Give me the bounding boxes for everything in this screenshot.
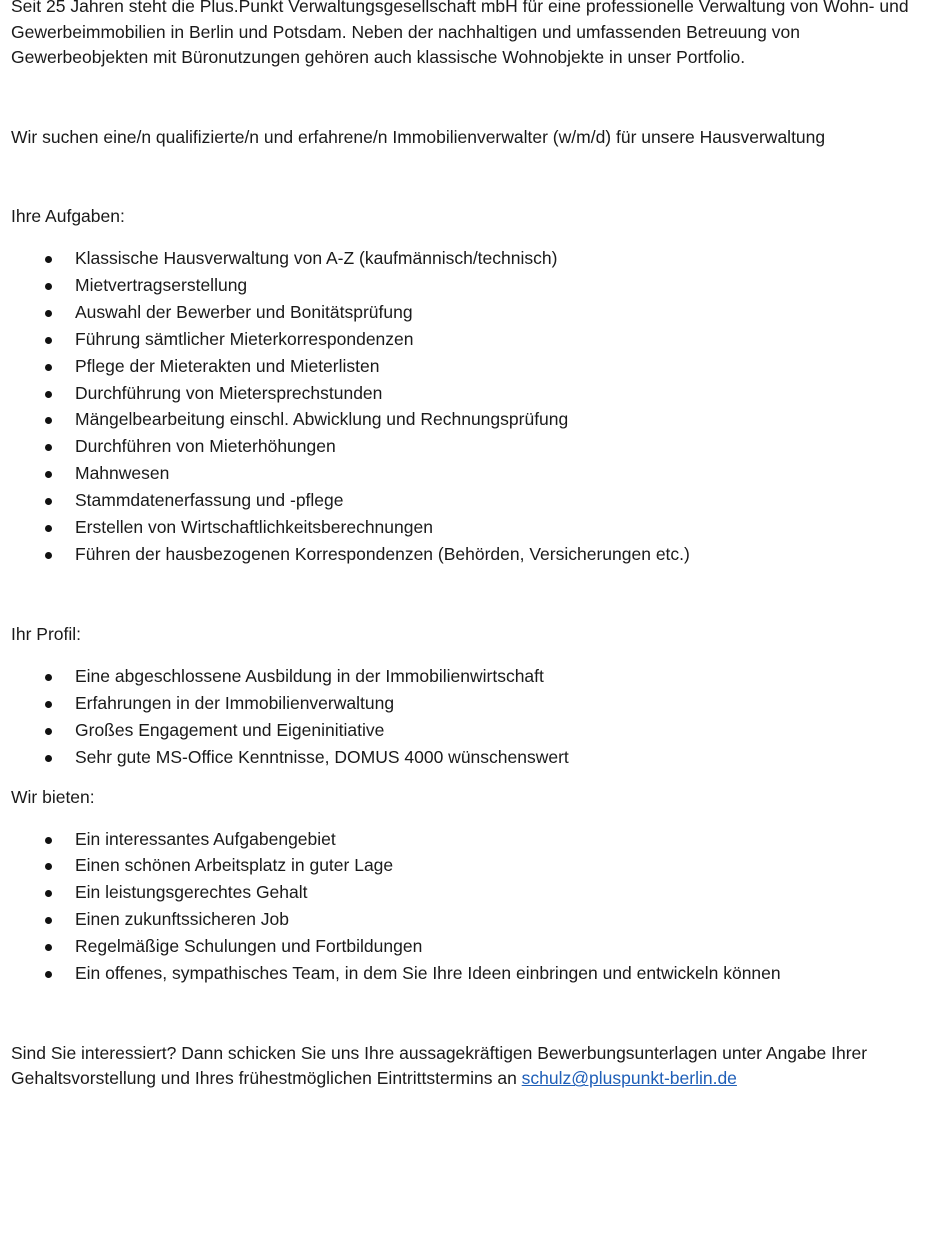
list-item [11, 487, 932, 514]
bullet-icon [45, 391, 52, 398]
list-item [11, 514, 932, 541]
bullet-icon [45, 863, 52, 870]
intro-paragraph [11, 0, 932, 71]
list-item-text: Großes Engagement und Eigeninitiative [75, 719, 385, 740]
list-item [11, 690, 932, 717]
list-item [11, 406, 932, 433]
list-item-text: Pflege der Mieterakten und Mieterlisten [75, 355, 380, 376]
list-item-text: Durchführung von Mietersprechstunden [75, 382, 383, 403]
email-link[interactable]: schulz@pluspunkt-berlin.de [521, 1068, 737, 1089]
tasks-heading: Ihre Aufgaben: [11, 206, 125, 226]
profile-list [11, 663, 932, 771]
spacer [11, 568, 932, 622]
list-item [11, 663, 932, 690]
profile-heading: Ihr Profil: [11, 623, 82, 644]
bullet-icon [45, 417, 52, 424]
spacer [11, 71, 932, 125]
bullet-icon [45, 498, 52, 505]
list-item-text: Führung sämtlicher Mieterkorrespondenzen [75, 328, 414, 349]
bullet-icon [45, 755, 52, 762]
list-item-text: Erfahrungen in der Immobilienverwaltung [75, 692, 395, 713]
list-item [11, 433, 932, 460]
list-item-text: Sehr gute MS-Office Kenntnisse, DOMUS 4000 wünschenswert [75, 746, 569, 767]
list-item [11, 960, 932, 987]
job-posting-document [11, 0, 932, 1092]
bullet-icon [45, 971, 52, 978]
list-item [11, 326, 932, 353]
list-item-text: Ein leistungsgerechtes Gehalt [75, 882, 308, 903]
spacer [11, 150, 932, 204]
list-item [11, 852, 932, 879]
list-item [11, 933, 932, 960]
bullet-icon [45, 444, 52, 451]
bullet-icon [45, 890, 52, 897]
list-item-text: Führen der hausbezogenen Korrespondenzen (Behörden, Versicherungen etc.) [75, 543, 690, 564]
closing-line [11, 1066, 932, 1092]
intro-line: Gewerbeimmobilien in Berlin und Potsdam. Neben der nachhaltigen und umfassenden Betreuung von [11, 21, 800, 42]
bullet-icon [45, 310, 52, 317]
list-item [11, 460, 932, 487]
bullet-icon [45, 256, 52, 263]
list-item-text: Mängelbearbeitung einschl. Abwicklung und Rechnungsprüfung [75, 409, 569, 430]
bullet-icon [45, 701, 52, 708]
list-item [11, 299, 932, 326]
bullet-icon [45, 944, 52, 951]
list-item [11, 272, 932, 299]
intro-line: Gewerbeobjekten mit Büronutzungen gehören auch klassische Wohnobjekte in unser Portfolio. [11, 47, 746, 67]
bullet-icon [45, 837, 52, 844]
search-line: Wir suchen eine/n qualifizierte/n und erfahrene/n Immobilienverwalter (w/m/d) für unsere Hausverwaltung [11, 126, 826, 147]
list-item-text: Klassische Hausverwaltung von A-Z (kaufmännisch/technisch) [75, 248, 558, 268]
intro-line: Seit 25 Jahren steht die Plus.Punkt Verwaltungsgesellschaft mbH für eine professionelle Verwaltung von Wohn- und [11, 0, 909, 16]
bullet-icon [45, 917, 52, 924]
list-item-text: Auswahl der Bewerber und Bonitätsprüfung [75, 301, 413, 322]
tasks-list [11, 245, 932, 568]
closing-text: Gehaltsvorstellung und Ihres frühestmöglichen Eintrittstermins an [11, 1068, 522, 1089]
list-item-text: Regelmäßige Schulungen und Fortbildungen [75, 936, 423, 957]
list-item [11, 826, 932, 853]
list-item-text: Ein offenes, sympathisches Team, in dem Sie Ihre Ideen einbringen und entwickeln können [75, 963, 781, 984]
list-item-text: Eine abgeschlossene Ausbildung in der Immobilienwirtschaft [75, 665, 544, 686]
list-item-text: Erstellen von Wirtschaftlichkeitsberechnungen [75, 517, 433, 538]
bullet-icon [45, 283, 52, 290]
list-item [11, 541, 932, 568]
list-item [11, 353, 932, 380]
list-item-text: Mahnwesen [75, 463, 170, 484]
offer-list [11, 826, 932, 987]
list-item [11, 717, 932, 744]
list-item [11, 879, 932, 906]
list-item-text: Einen schönen Arbeitsplatz in guter Lage [75, 855, 394, 876]
closing-line: Sind Sie interessiert? Dann schicken Sie uns Ihre aussagekräftigen Bewerbungsunterlagen unter Angabe Ihrer [11, 1042, 868, 1063]
bullet-icon [45, 525, 52, 532]
list-item [11, 744, 932, 771]
list-item [11, 245, 932, 272]
bullet-icon [45, 674, 52, 681]
bullet-icon [45, 552, 52, 559]
list-item-text: Stammdatenerfassung und -pflege [75, 490, 344, 511]
list-item [11, 906, 932, 933]
bullet-icon [45, 337, 52, 344]
list-item-text: Ein interessantes Aufgabengebiet [75, 828, 336, 849]
bullet-icon [45, 728, 52, 735]
list-item [11, 380, 932, 407]
offer-heading: Wir bieten: [11, 786, 95, 807]
list-item-text: Durchführen von Mieterhöhungen [75, 436, 336, 457]
list-item-text: Einen zukunftssicheren Job [75, 909, 290, 930]
list-item-text: Mietvertragserstellung [75, 274, 248, 295]
spacer [11, 987, 932, 1041]
bullet-icon [45, 364, 52, 371]
bullet-icon [45, 471, 52, 478]
